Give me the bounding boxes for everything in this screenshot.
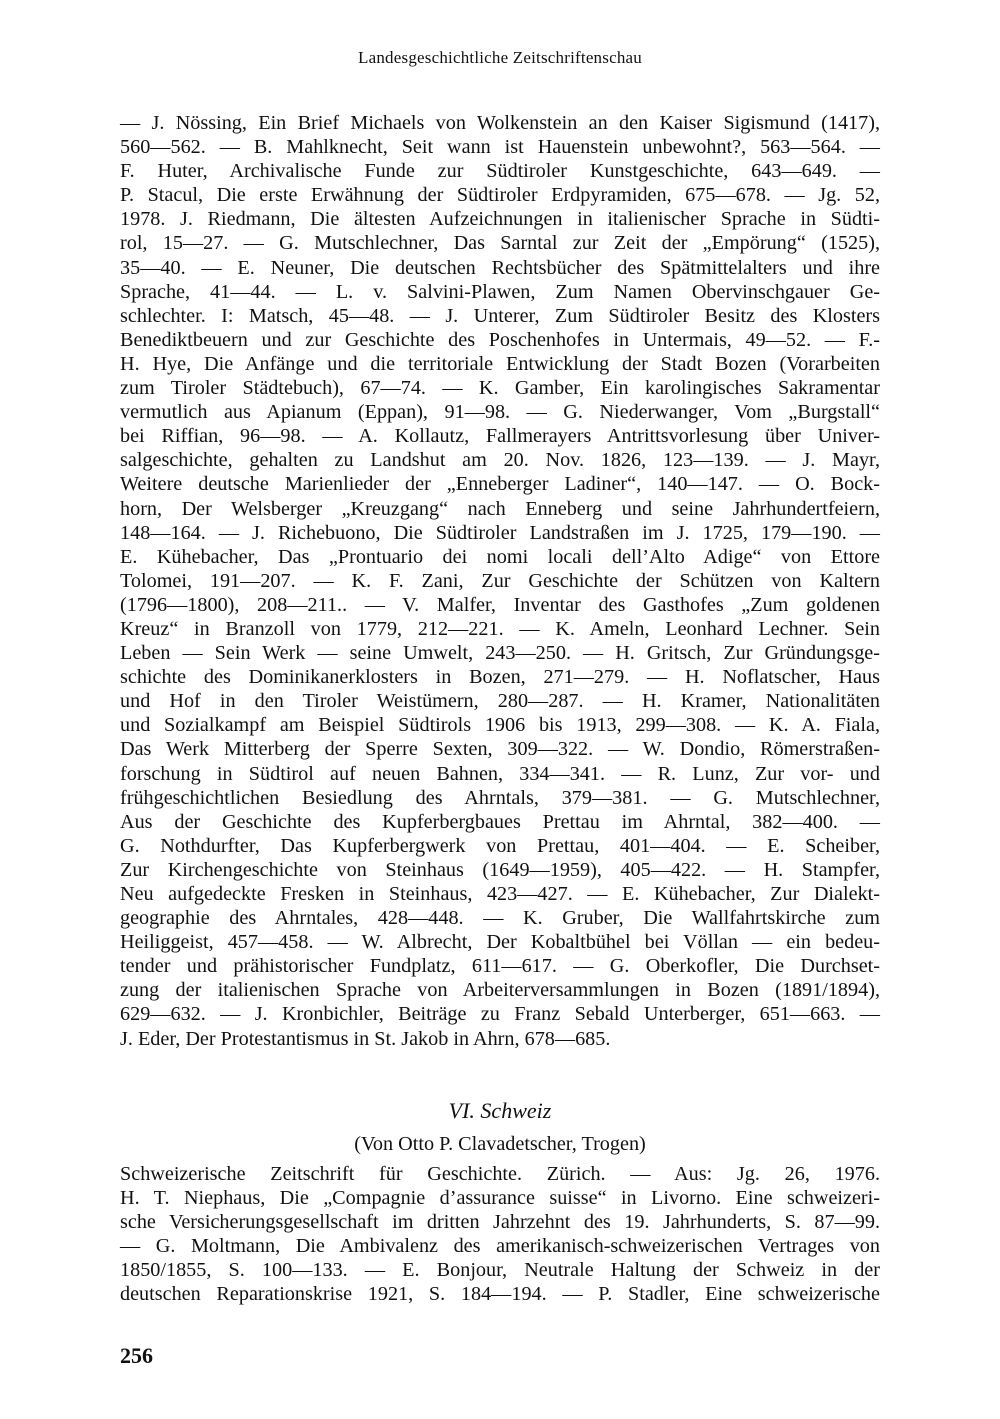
text-line: 1850/1855, S. 100—133. — E. Bonjour, Neutrale Haltung der Schweiz in der [120, 1259, 880, 1282]
text-line: zum Tiroler Städtebuch), 67—74. — K. Gamber, Ein karolingisches Sakramentar [120, 377, 880, 400]
text-line: G. Nothdurfter, Das Kupferbergwerk von Prettau, 401—404. — E. Scheiber, [120, 834, 880, 857]
text-line: schlechter. I: Matsch, 45—48. — J. Unterer, Zum Südtiroler Besitz des Klosters [120, 304, 880, 327]
text-line: Schweizerische Zeitschrift für Geschichte. Zürich. — Aus: Jg. 26, 1976. [120, 1163, 880, 1185]
text-line: Weitere deutsche Marienlieder der „Enneberger Ladiner“, 140—147. — O. Bock- [120, 473, 880, 496]
text-line: Benediktbeuern und zur Geschichte des Poschenhofes in Untermais, 49—52. — F.- [120, 328, 880, 351]
text-line: Zur Kirchengeschichte von Steinhaus (1649—1959), 405—422. — H. Stampfer, [120, 858, 880, 881]
running-title: Landesgeschichtliche Zeitschriftenschau [358, 48, 642, 67]
text-line: Sprache, 41—44. — L. v. Salvini-Plawen, Zum Namen Obervinschgauer Ge- [120, 280, 880, 303]
text-line: H. Hye, Die Anfänge und die territoriale Entwicklung der Stadt Bozen (Vorarbeiten [120, 352, 880, 375]
text-line: horn, Der Welsberger „Kreuzgang“ nach Enneberg und seine Jahrhundertfeiern, [120, 497, 880, 520]
text-line: Heiliggeist, 457—458. — W. Albrecht, Der Kobaltbühel bei Völlan — ein bedeu- [120, 931, 880, 954]
section-heading: VI. Schweiz [448, 1098, 552, 1123]
text-line: schichte des Dominikanerklosters in Bozen, 271—279. — H. Noflatscher, Haus [120, 666, 880, 689]
text-line: frühgeschichtlichen Besiedlung des Ahrntals, 379—381. — G. Mutschlechner, [120, 786, 880, 809]
text-line: 148—164. — J. Richebuono, Die Südtiroler Landstraßen im J. 1725, 179—190. — [120, 521, 880, 544]
text-line: — J. Nössing, Ein Brief Michaels von Wolkenstein an den Kaiser Sigismund (1417), [120, 112, 880, 134]
text-line: deutschen Reparationskrise 1921, S. 184—194. — P. Stadler, Eine schweizerische [120, 1283, 880, 1306]
text-line: zung der italienischen Sprache von Arbeiterversammlungen in Bozen (1891/1894), [120, 979, 880, 1002]
text-line: geographie des Ahrntales, 428—448. — K. Gruber, Die Wallfahrtskirche zum [120, 907, 880, 930]
text-line: Das Werk Mitterberg der Sperre Sexten, 309—322. — W. Dondio, Römerstraßen- [120, 738, 880, 761]
text-line: forschung in Südtirol auf neuen Bahnen, 334—341. — R. Lunz, Zur vor- und [120, 762, 880, 785]
text-line: rol, 15—27. — G. Mutschlechner, Das Sarntal zur Zeit der „Empörung“ (1525), [120, 232, 880, 255]
text-line: E. Kühebacher, Das „Prontuario dei nomi locali dell’Alto Adige“ von Ettore [120, 545, 880, 568]
page-number: 256 [120, 1343, 153, 1368]
text-line: vermutlich aus Apianum (Eppan), 91—98. — G. Niederwanger, Vom „Burgstall“ [120, 401, 880, 424]
text-line: Neu aufgedeckte Fresken in Steinhaus, 423—427. — E. Kühebacher, Zur Dialekt- [120, 883, 880, 905]
text-line: Leben — Sein Werk — seine Umwelt, 243—250. — H. Gritsch, Zur Gründungsge- [120, 642, 880, 665]
text-line: tender und prähistorischer Fundplatz, 611—617. — G. Oberkofler, Die Durchset- [120, 955, 880, 978]
text-line: Tolomei, 191—207. — K. F. Zani, Zur Geschichte der Schützen von Kaltern [120, 569, 880, 592]
text-line: P. Stacul, Die erste Erwähnung der Südtiroler Erdpyramiden, 675—678. — Jg. 52, [120, 184, 880, 207]
text-line: Aus der Geschichte des Kupferbergbaues Prettau im Ahrntal, 382—400. — [120, 810, 880, 833]
text-line: 629—632. — J. Kronbichler, Beiträge zu Franz Sebald Unterberger, 651—663. — [120, 1003, 880, 1026]
text-line: 35—40. — E. Neuner, Die deutschen Rechtsbücher des Spätmittelalters und ihre [120, 256, 880, 279]
text-line: bei Riffian, 96—98. — A. Kollautz, Fallmerayers Antrittsvorlesung über Univer- [120, 425, 880, 448]
text-line: 560—562. — B. Mahlknecht, Seit wann ist Hauenstein unbewohnt?, 563—564. — [120, 136, 880, 159]
text-line: (1796—1800), 208—211.. — V. Malfer, Inventar des Gasthofes „Zum goldenen [120, 593, 880, 616]
bibliography-block-schweiz [120, 1162, 880, 1307]
text-line: 1978. J. Riedmann, Die ältesten Aufzeichnungen in italienischer Sprache in Südti- [120, 208, 880, 231]
text-line: salgeschichte, gehalten zu Landshut am 20. Nov. 1826, 123—139. — J. Mayr, [120, 449, 880, 472]
text-line: — G. Moltmann, Die Ambivalenz des amerikanisch-schweizerischen Vertrages von [120, 1235, 880, 1258]
text-line: und Hof in den Tiroler Weistümern, 280—287. — H. Kramer, Nationalitäten [120, 690, 880, 713]
text-line: H. T. Niephaus, Die „Compagnie d’assurance suisse“ in Livorno. Eine schweizeri- [120, 1187, 880, 1210]
text-line: und Sozialkampf am Beispiel Südtirols 1906 bis 1913, 299—308. — K. A. Fiala, [120, 714, 880, 737]
text-line: F. Huter, Archivalische Funde zur Südtiroler Kunstgeschichte, 643—649. — [120, 160, 880, 183]
text-line: sche Versicherungsgesellschaft im dritten Jahrzehnt des 19. Jahrhunderts, S. 87—99. [120, 1211, 880, 1234]
bibliography-block-tirol [120, 111, 880, 1051]
section-byline: (Von Otto P. Clavadetscher, Trogen) [354, 1133, 646, 1155]
text-line: J. Eder, Der Protestantismus in St. Jakob in Ahrn, 678—685. [120, 1027, 611, 1050]
text-line: Kreuz“ in Branzoll von 1779, 212—221. — K. Ameln, Leonhard Lechner. Sein [120, 617, 880, 640]
